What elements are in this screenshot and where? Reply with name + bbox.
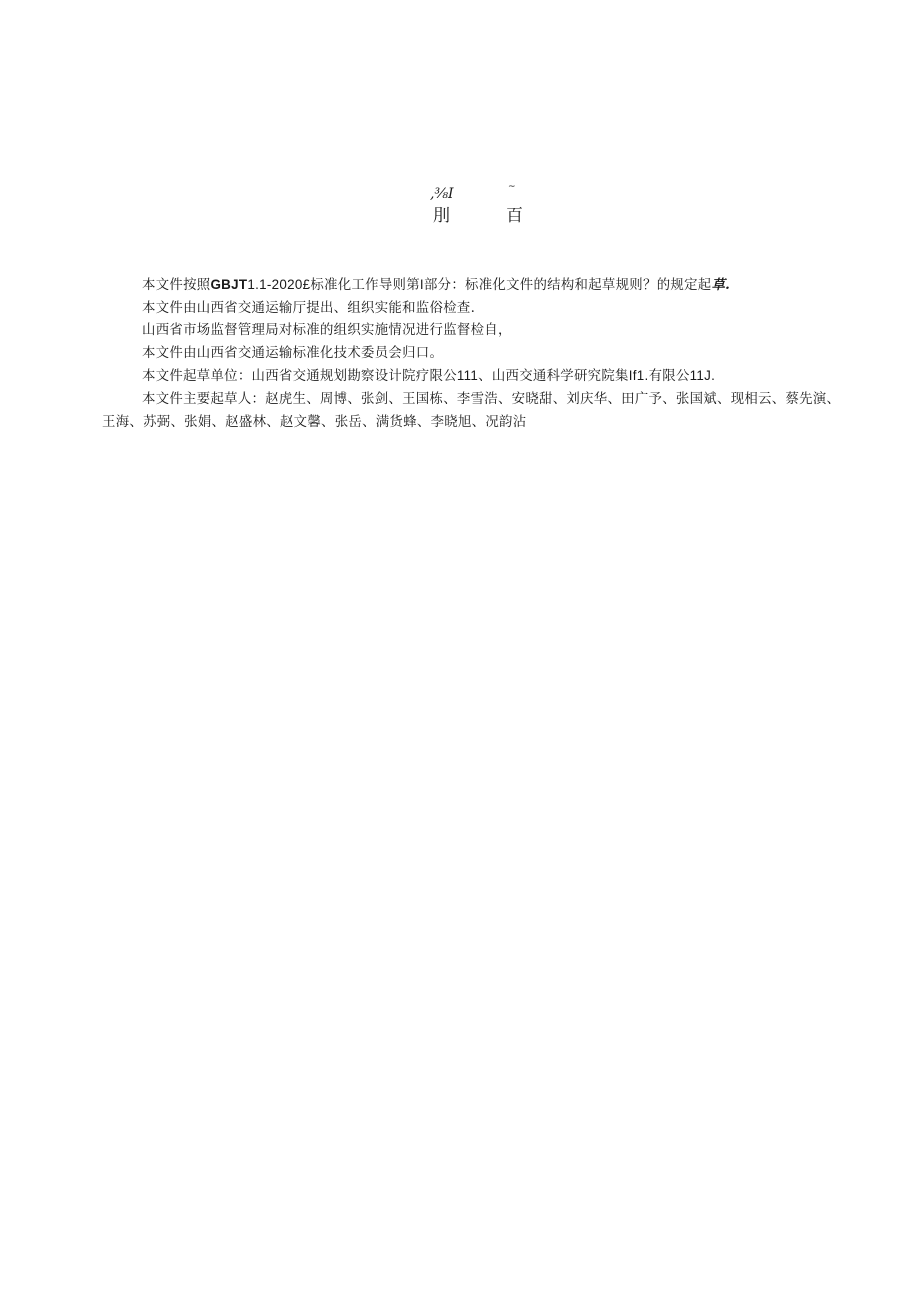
paragraph-drafting-units — [102, 365, 842, 389]
title-char-1: 刖 — [433, 206, 450, 226]
paragraph-drafting-basis — [102, 274, 842, 298]
heading-artifact-right: ~ — [508, 182, 516, 192]
p1-standard-number: 1.1-2020£ — [247, 277, 311, 292]
p1-part-number: I — [419, 277, 424, 292]
p1-text-d: 标准化工作导则第 — [310, 278, 420, 293]
heading-artifact-left: ,⅜I — [430, 186, 454, 202]
p1-standard-code: GBJT — [210, 277, 248, 292]
p5-text-b: 111 — [456, 368, 479, 384]
page-title — [0, 203, 920, 229]
foreword-body — [102, 274, 842, 434]
p5-text-c: 、山西交通科学研究院集 — [478, 369, 629, 385]
p1-text-f: 部分：标准化文件的结构和起草规则？的规定起 — [423, 278, 712, 293]
paragraph-supervision: 山西省市场监督管理局对标准的组织实施情况进行监督检自， — [142, 323, 512, 339]
p5-text-a: 本文件起草单位：山西省交通规划勘察设计院疗限公 — [142, 369, 457, 385]
p1-text-a: 本文件按照 — [142, 278, 211, 293]
paragraph-proposer: 本文件由山西省交通运输厅提出、组织实能和监俗检查. — [142, 300, 476, 316]
p1-text-g: 草. — [711, 277, 731, 293]
paragraph-centralized: 本文件由山西省交通运输标准化技术委员会归口。 — [142, 345, 444, 361]
title-char-2: 百 — [506, 206, 523, 226]
p5-text-e: 有限公 — [648, 369, 690, 385]
heading-artifact-row — [0, 184, 920, 204]
p5-text-f: 11J. — [689, 368, 716, 384]
paragraph-drafters: 本文件主要起草人：赵虎生、周博、张剑、王国栋、李雪浩、安晓甜、刘庆华、田广予、张国斌、现相云、蔡先演、王海、苏弼、张娟、赵盛林、赵文馨、张岳、满货蜂、李晓旭、况韵沾 — [102, 391, 841, 430]
p5-text-d: If1. — [628, 368, 649, 384]
